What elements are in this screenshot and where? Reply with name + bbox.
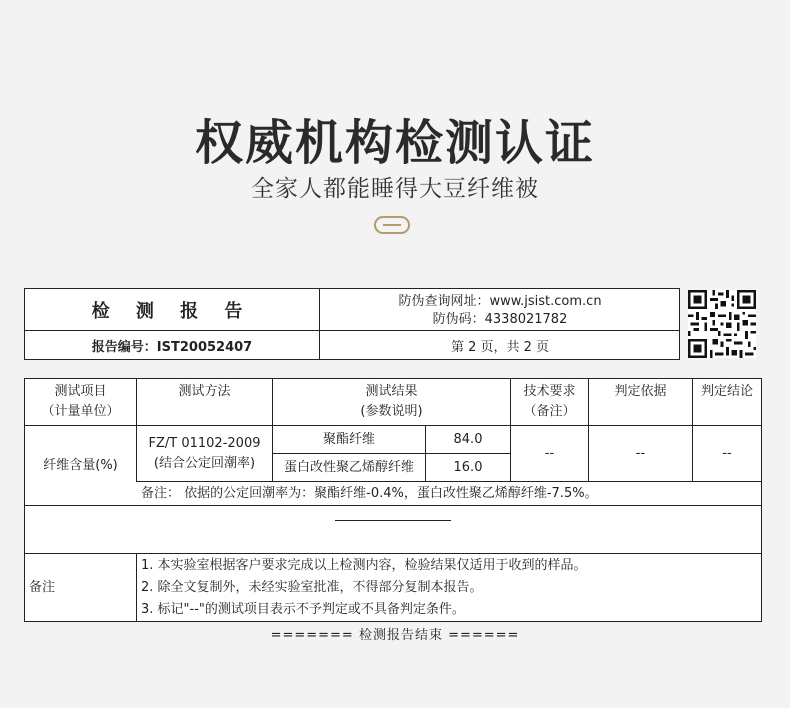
anti-fake-info [320, 289, 680, 330]
qr-code-icon [688, 290, 756, 358]
fiber1-value: 84.0 [453, 431, 483, 447]
report-header [24, 288, 680, 360]
fiber2-name: 蛋白改性聚乙烯醇纤维 [283, 459, 414, 475]
row-remark: 备注： 依据的公定回潮率为：聚酯纤维-0.4%，蛋白改性聚乙烯醇纤维-7.5%。 [141, 485, 598, 501]
row-basis: -- [635, 445, 646, 461]
report-number: 报告编号：IST20052407 [91, 340, 253, 355]
hero-title: 权威机构检测认证 [194, 115, 595, 171]
row-item: 纤维含量(%) [43, 457, 118, 473]
header-method: 测试方法 [178, 384, 231, 399]
fiber1-name: 聚酯纤维 [322, 431, 375, 447]
notes-label: 备注 [29, 579, 56, 595]
row-conclusion: -- [722, 445, 732, 461]
header-item: 测试项目 （计量单位） [41, 384, 120, 419]
note-item: 3. 标记"--"的测试项目表示不予判定或不具备判定条件。 [141, 601, 465, 617]
note-item: 1. 本实验室根据客户要求完成以上检测内容，检验结果仅适用于收到的样品。 [141, 557, 587, 573]
page-info: 第 2 页，共 2 页 [450, 340, 550, 355]
report-title: 检 测 报 告 [91, 300, 253, 322]
fiber2-value: 16.0 [453, 459, 483, 475]
hero-subtitle: 全家人都能睡得大豆纤维被 [251, 176, 539, 202]
header-result: 测试结果 (参数说明) [360, 384, 423, 419]
anti-fake-url: 防伪查询网址：www.jsist.com.cn [398, 293, 602, 309]
row-requirement: -- [544, 445, 555, 461]
row-method: FZ/T 01102-2009 (结合公定回潮率) [148, 435, 261, 471]
result-table [24, 378, 762, 622]
anti-fake-code: 防伪码：4338021782 [432, 311, 568, 327]
report-end: ======= 检测报告结束 ====== [270, 628, 520, 643]
ornament-icon [374, 216, 410, 234]
header-basis: 判定依据 [614, 384, 667, 399]
header-conclusion: 判定结论 [700, 384, 753, 399]
header-requirement: 技术要求 （备注） [523, 384, 576, 419]
note-item: 2. 除全文复制外，未经实验室批准，不得部分复制本报告。 [141, 579, 483, 595]
